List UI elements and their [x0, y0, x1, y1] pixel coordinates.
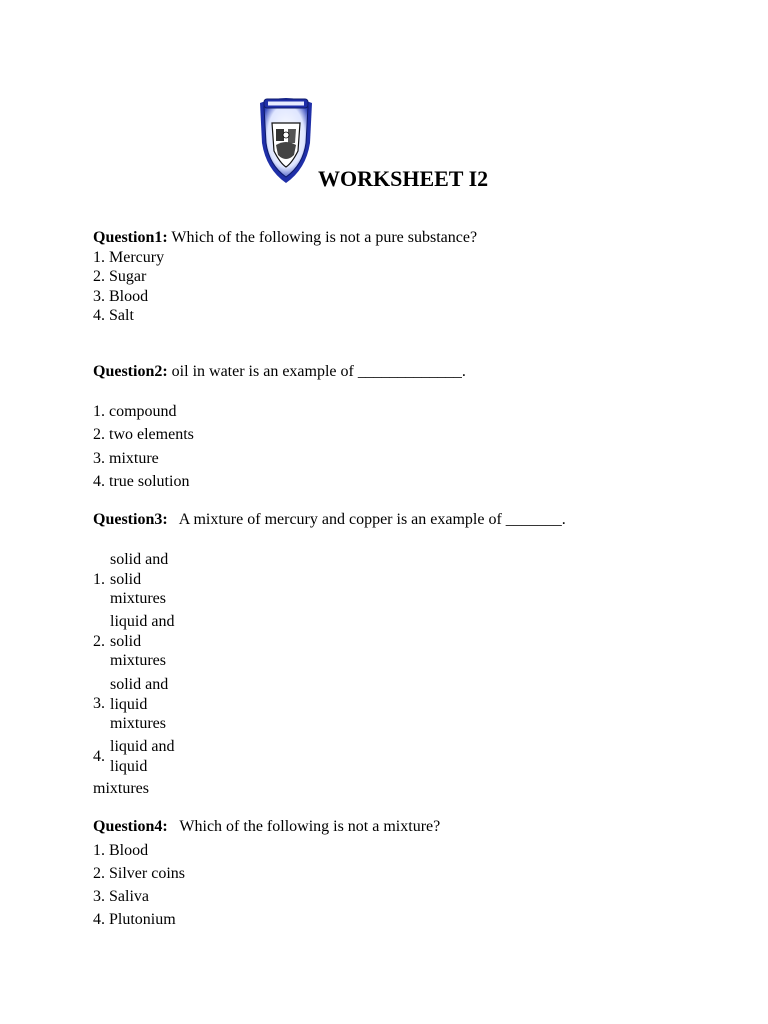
question-3-option-3: [110, 675, 230, 734]
question-4-text: Which of the following is not a mixture?: [179, 818, 441, 835]
question-3-option-2-number: 2.: [93, 633, 105, 650]
question-3-option-1-line-2: solid: [110, 570, 142, 588]
question-4-heading: [93, 817, 440, 837]
question-3-heading: [93, 510, 566, 530]
question-2-heading: [93, 362, 466, 382]
question-2-option-2: 2. two elements: [93, 426, 194, 443]
question-4-option-4: 4. Plutonium: [93, 911, 176, 928]
question-1-option-4: 4. Salt: [93, 307, 134, 324]
question-3-option-2-line-1: liquid and: [110, 613, 175, 630]
question-3-option-2: [110, 612, 230, 671]
question-4-option-2: 2. Silver coins: [93, 865, 185, 882]
question-3-label: Question3:: [93, 511, 168, 528]
question-2-label: Question2:: [93, 363, 168, 380]
school-crest-logo: [254, 93, 318, 185]
question-3-option-1: [110, 550, 230, 609]
question-3-option-4-line-1: liquid and: [110, 738, 175, 755]
question-3-text: A mixture of mercury and copper is an example of _______.: [178, 511, 566, 528]
question-3-option-1-line-3: mixtures: [110, 590, 166, 607]
question-3-option-4: [110, 737, 230, 776]
question-3-option-3-line-2: liquid: [110, 695, 148, 713]
question-3-option-4-number: 4.: [93, 748, 105, 765]
question-1-text: Which of the following is not a pure substance?: [171, 229, 478, 246]
question-1-option-1: 1. Mercury: [93, 249, 165, 266]
question-1-heading: [93, 228, 477, 248]
question-1-option-3: 3. Blood: [93, 288, 149, 305]
question-2-option-1: 1. compound: [93, 403, 177, 420]
question-3-option-1-line-1: solid and: [110, 551, 169, 568]
question-2-option-3: 3. mixture: [93, 450, 159, 467]
question-4-option-1: 1. Blood: [93, 842, 149, 859]
question-3-option-3-number: 3.: [93, 695, 105, 712]
question-3-option-1-number: 1.: [93, 571, 105, 588]
worksheet-title: WORKSHEET I2: [318, 166, 489, 191]
question-4-label: Question4:: [93, 818, 168, 835]
question-4-option-3: 3. Saliva: [93, 888, 149, 905]
question-3-option-3-line-3: mixtures: [110, 715, 166, 732]
question-1-option-2: 2. Sugar: [93, 268, 147, 285]
question-3-option-2-line-3: mixtures: [110, 652, 166, 669]
question-3-option-3-line-1: solid and: [110, 676, 169, 693]
question-2-option-4: 4. true solution: [93, 473, 190, 490]
question-3-option-2-line-2: solid: [110, 632, 142, 650]
question-1-label: Question1:: [93, 229, 168, 246]
question-3-option-4-line-2: liquid: [110, 757, 148, 775]
question-3-option-4-trailing: mixtures: [93, 780, 149, 797]
question-2-text: oil in water is an example of _____________.: [171, 363, 466, 380]
